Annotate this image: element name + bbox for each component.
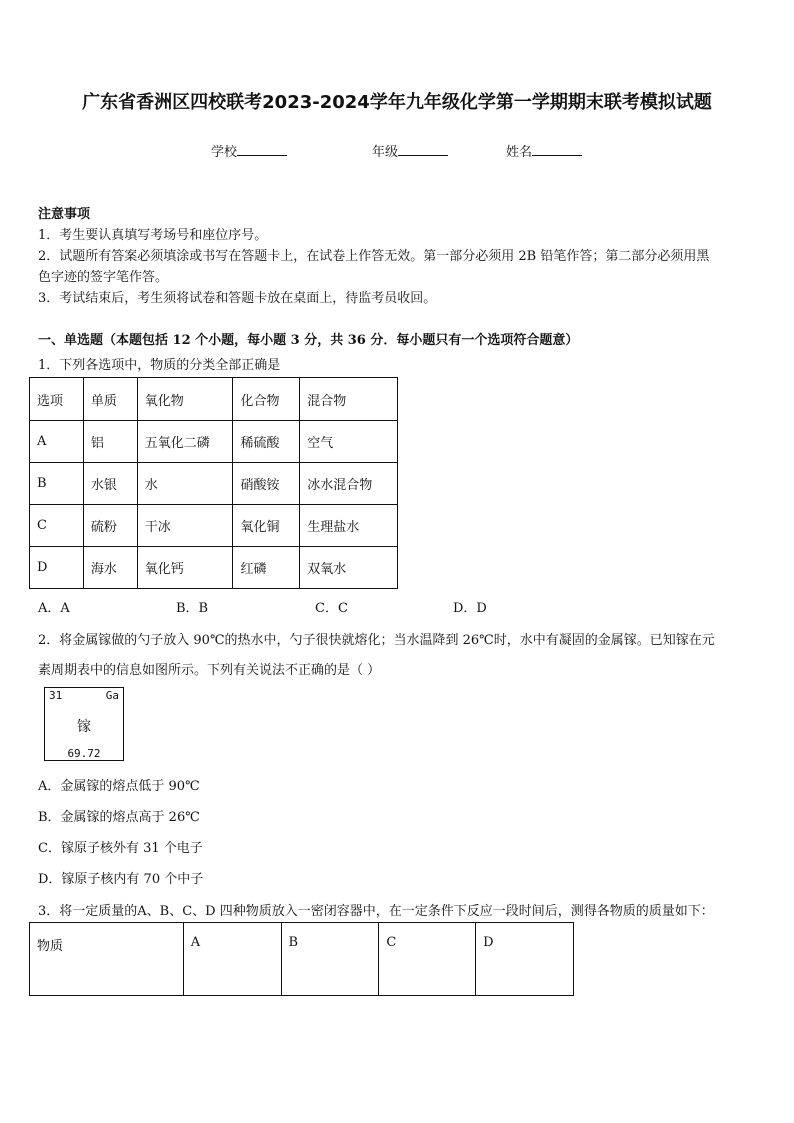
table-cell: 冰水混合物: [300, 463, 398, 505]
table-cell: 五氧化二磷: [137, 421, 233, 463]
table-cell: D: [30, 547, 84, 589]
table-row: [30, 505, 398, 547]
table-cell: 水: [137, 463, 233, 505]
table-header-cell: 化合物: [233, 378, 300, 421]
q1-option-d: D．D: [453, 601, 487, 616]
table-cell: 氧化钙: [137, 547, 233, 589]
notice-item: 2．试题所有答案必须填涂或书写在答题卡上，在试卷上作答无效。第一部分必须用 2B 铅笔作答；第二部分必须用黑: [38, 249, 710, 264]
notice-item: 3．考试结束后，考生须将试卷和答题卡放在桌面上，待监考员收回。: [38, 291, 437, 306]
q1-option-a: A．A: [38, 601, 70, 616]
q2-option-c: C．镓原子核外有 31 个电子: [38, 841, 203, 856]
table-header-cell: 选项: [30, 378, 84, 421]
q3-stem: 3．将一定质量的A、B、C、D 四种物质放入一密闭容器中，在一定条件下反应一段时间后，测得各物质的质量如下：: [38, 904, 714, 919]
q2-stem-line1: 2．将金属镓做的勺子放入 90℃的热水中，勺子很快就熔化；当水温降到 26℃时，水中有凝固的金属镓。已知镓在元: [38, 633, 715, 648]
q1-option-b: B．B: [176, 601, 209, 616]
table-cell: 海水: [83, 547, 137, 589]
table-header-cell: 物质: [30, 923, 184, 996]
q1-option-c: C．C: [315, 601, 348, 616]
school-blank: [237, 143, 287, 156]
table-header-cell: C: [379, 923, 476, 996]
table-cell: C: [30, 505, 84, 547]
table-cell: 硝酸铵: [233, 463, 300, 505]
table-header-cell: 混合物: [300, 378, 398, 421]
table-cell: B: [30, 463, 84, 505]
element-name: 镓: [77, 719, 91, 735]
school-field: [211, 141, 287, 160]
q2-stem-line2: 素周期表中的信息如图所示。下列有关说法不正确的是（ ）: [38, 663, 381, 678]
table-header-row: [30, 378, 398, 421]
q3-table: [29, 922, 574, 996]
atomic-number: 31: [49, 689, 63, 702]
table-cell: 稀硫酸: [233, 421, 300, 463]
q2-option-a: A．金属镓的熔点低于 90℃: [38, 779, 200, 794]
name-field: [506, 141, 582, 160]
table-header-cell: 单质: [83, 378, 137, 421]
table-cell: 空气: [300, 421, 398, 463]
table-header-row: [30, 923, 574, 996]
table-row: [30, 547, 398, 589]
notice-item: 色字迹的签字笔作答。: [38, 270, 169, 285]
table-row: [30, 463, 398, 505]
table-cell: 生理盐水: [300, 505, 398, 547]
school-label: 学校: [211, 145, 238, 160]
table-header-cell: B: [281, 923, 379, 996]
name-label: 姓名: [506, 145, 533, 160]
q2-option-d: D．镓原子核内有 70 个中子: [38, 872, 204, 887]
table-cell: A: [30, 421, 84, 463]
table-cell: 水银: [83, 463, 137, 505]
section-heading: 一、单选题（本题包括 12 个小题，每小题 3 分，共 36 分．每小题只有一个选项符合题意）: [38, 333, 579, 348]
element-symbol: Ga: [105, 689, 119, 702]
grade-label: 年级: [372, 145, 399, 160]
grade-blank: [398, 143, 448, 156]
table-cell: 铝: [83, 421, 137, 463]
exam-title: 广东省香洲区四校联考2023-2024学年九年级化学第一学期期末联考模拟试题: [82, 92, 712, 113]
table-cell: 红磷: [233, 547, 300, 589]
table-cell: 氧化铜: [233, 505, 300, 547]
notice-heading: 注意事项: [38, 207, 91, 222]
q1-stem: 1．下列各选项中，物质的分类全部正确是: [38, 358, 281, 373]
table-row: [30, 421, 398, 463]
table-cell: 干冰: [137, 505, 233, 547]
q1-table: [29, 377, 398, 589]
atomic-mass: 69.72: [67, 747, 101, 760]
grade-field: [372, 141, 448, 160]
periodic-element-card: [44, 687, 124, 761]
q2-option-b: B．金属镓的熔点高于 26℃: [38, 810, 200, 825]
table-header-cell: A: [183, 923, 281, 996]
table-header-cell: D: [476, 923, 574, 996]
table-cell: 硫粉: [83, 505, 137, 547]
notice-item: 1．考生要认真填写考场号和座位序号。: [38, 228, 268, 243]
name-blank: [532, 143, 582, 156]
table-header-cell: 氧化物: [137, 378, 233, 421]
table-cell: 双氧水: [300, 547, 398, 589]
